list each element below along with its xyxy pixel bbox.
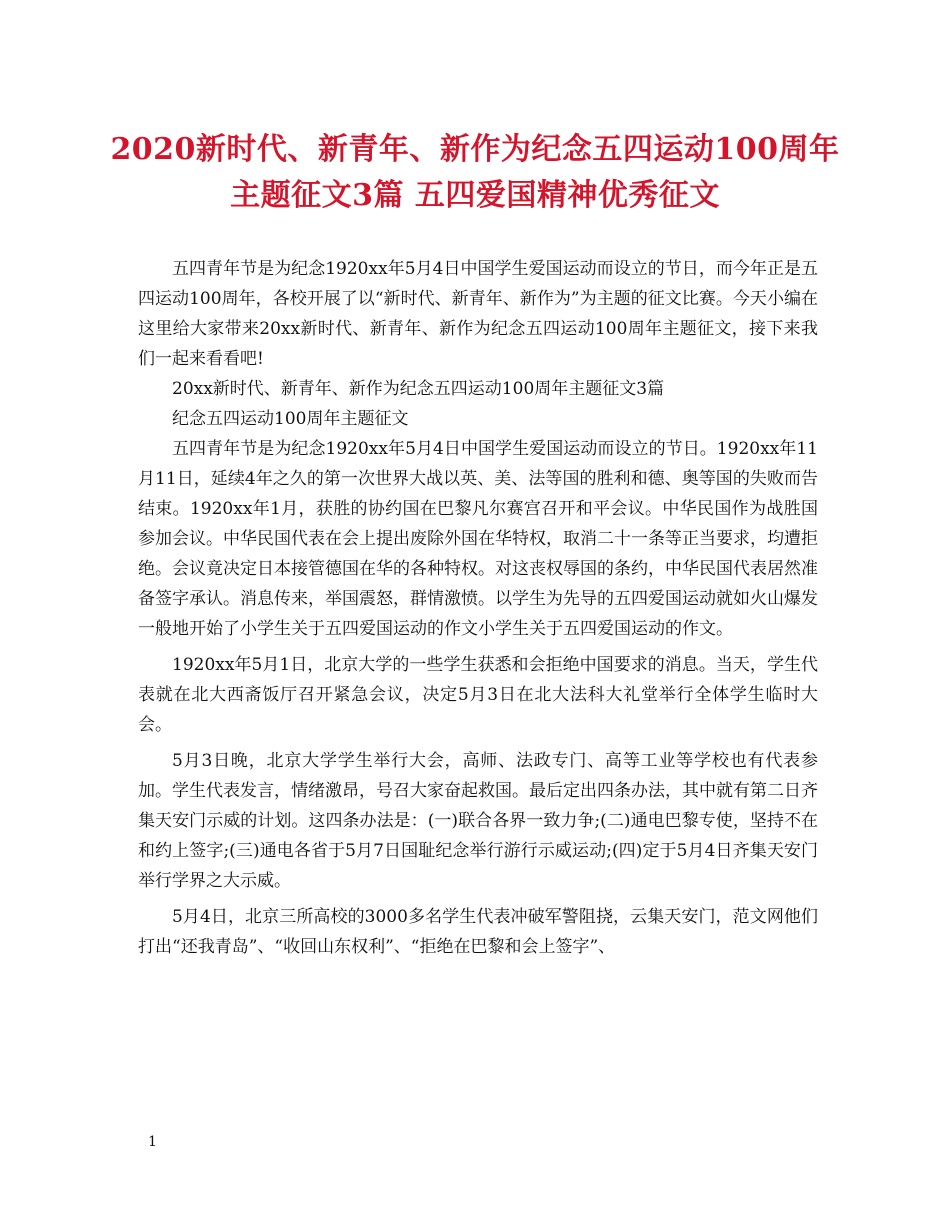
- document-title-line-2: 主题征文3篇 五四爱国精神优秀征文: [230, 178, 720, 213]
- paragraph-intro: 五四青年节是为纪念1920xx年5月4日中国学生爱国运动而设立的节日，而今年正是五四运动100周年，各校开展了以“新时代、新青年、新作为”为主题的征文比赛。今天小编在这里给大家带来20xx新时代、新青年、新作为纪念五四运动100周年主题征文，接下来我们一起来看看吧!: [138, 259, 818, 369]
- paragraph-may-3: 5月3日晚，北京大学学生举行大会，高师、法政专门、高等工业等学校也有代表参加。学生代表发言，情绪激昂，号召大家奋起救国。最后定出四条办法，其中就有第二日齐集天安门示威的计划。这四条办法是：(一)联合各界一致力争;(二)通电巴黎专使，坚持不在和约上签字;(三)通电各省于5月7日国耻纪念举行游行示威运动;(四)定于5月4日齐集天安门举行学界之大示威。: [138, 751, 818, 891]
- paragraph-background: 五四青年节是为纪念1920xx年5月4日中国学生爱国运动而设立的节日。1920xx年11月11日，延续4年之久的第一次世界大战以英、美、法等国的胜利和德、奥等国的失败而告结束。1920xx年1月，获胜的协约国在巴黎凡尔赛宫召开和平会议。中华民国作为战胜国参加会议。中华民国代表在会上提出废除外国在华特权，取消二十一条等正当要求，均遭拒绝。会议竟决定日本接管德国在华的各种特权。对这丧权辱国的条约，中华民国代表居然准备签字承认。消息传来，举国震怒，群情激愤。以学生为先导的五四爱国运动就如火山爆发一般地开始了小学生关于五四爱国运动的作文小学生关于五四爱国运动的作文。: [138, 439, 818, 639]
- document-title-line-1: 2020新时代、新青年、新作为纪念五四运动100周年: [110, 132, 840, 167]
- paragraph-may-4: 5月4日，北京三所高校的3000多名学生代表冲破军警阻挠，云集天安门，范文网他们打出“还我青岛”、“收回山东权利”、“拒绝在巴黎和会上签字”、: [138, 907, 818, 957]
- page-number: 1: [148, 1134, 157, 1150]
- paragraph-may-1: 1920xx年5月1日，北京大学的一些学生获悉和会拒绝中国要求的消息。当天，学生代表就在北大西斋饭厅召开紧急会议，决定5月3日在北大法科大礼堂举行全体学生临时大会。: [138, 655, 818, 735]
- paragraph-essay-title: 纪念五四运动100周年主题征文: [172, 409, 409, 429]
- document-body: [138, 254, 818, 962]
- paragraph-heading-3-essays: 20xx新时代、新青年、新作为纪念五四运动100周年主题征文3篇: [172, 379, 665, 399]
